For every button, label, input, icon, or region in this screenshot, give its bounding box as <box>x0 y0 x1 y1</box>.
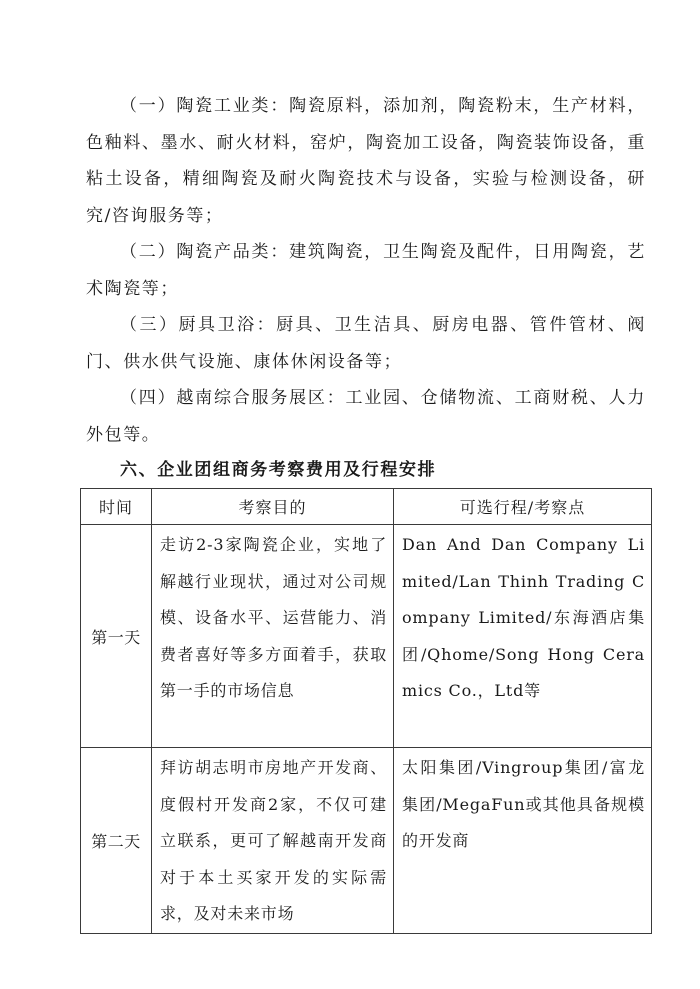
category-vietnam-services: （四）越南综合服务展区：工业园、仓储物流、工商财税、人力外包等。 <box>86 388 646 445</box>
header-purpose: 考察目的 <box>152 489 394 525</box>
table-header-row <box>81 489 652 525</box>
table-row <box>81 748 652 934</box>
row-points-text: 太阳集团/Vingroup集团/富龙集团/MegaFun或其他具备规模的开发商 <box>402 758 645 850</box>
row-points-text: Dan And Dan Company Limited/Lan Thinh Trading Company Limited/东海酒店集团/Qhome/Song Hong Ceramics Co.，Ltd等 <box>402 535 645 700</box>
section-heading: 六、企业团组商务考察费用及行程安排 <box>120 460 437 480</box>
row-day: 第二天 <box>81 748 152 934</box>
row-purpose <box>152 748 394 934</box>
row-day: 第一天 <box>81 525 152 748</box>
category-ceramic-industry: （一）陶瓷工业类：陶瓷原料，添加剂，陶瓷粉末，生产材料，色釉料、墨水、耐火材料，窑炉，陶瓷加工设备，陶瓷装饰设备，重粘土设备，精细陶瓷及耐火陶瓷技术与设备，实验与检测设备，研究/咨询服务等； <box>86 96 646 226</box>
row-purpose-text: 走访2-3家陶瓷企业，实地了解越行业现状，通过对公司规模、设备水平、运营能力、消费者喜好等多方面着手，获取第一手的市场信息 <box>160 535 387 700</box>
category-ceramic-products: （二）陶瓷产品类：建筑陶瓷，卫生陶瓷及配件，日用陶瓷，艺术陶瓷等； <box>86 242 646 299</box>
category-kitchen-bath: （三）厨具卫浴：厨具、卫生洁具、厨房电器、管件管材、阀门、供水供气设施、康体休闲设备等； <box>86 315 646 372</box>
exhibit-categories <box>86 88 646 453</box>
row-purpose <box>152 525 394 748</box>
header-time: 时间 <box>81 489 152 525</box>
row-points <box>394 748 652 934</box>
row-points <box>394 525 652 748</box>
row-purpose-text: 拜访胡志明市房地产开发商、度假村开发商2家，不仅可建立联系，更可了解越南开发商对于本土买家开发的实际需求，及对未来市场 <box>160 758 387 923</box>
itinerary-table <box>80 488 652 934</box>
table-row <box>81 525 652 748</box>
header-itinerary-points: 可选行程/考察点 <box>394 489 652 525</box>
